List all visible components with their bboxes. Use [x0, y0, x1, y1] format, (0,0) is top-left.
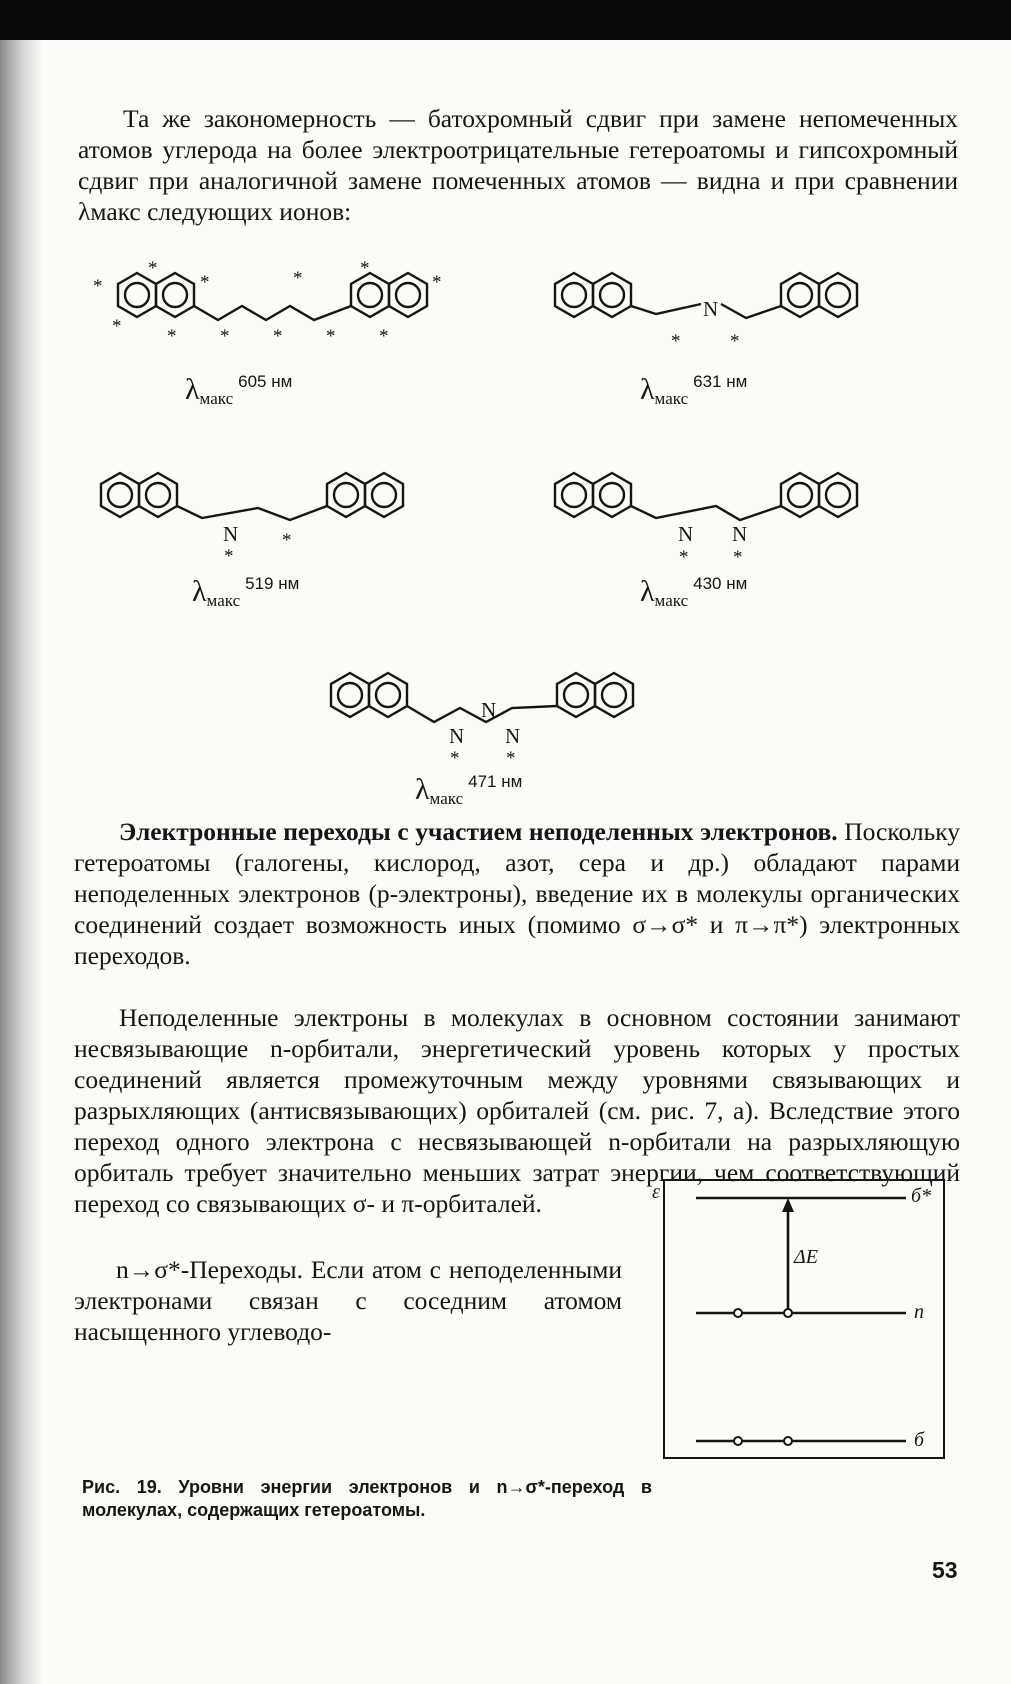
sigma-star-label: б* — [911, 1185, 932, 1207]
n-label: n — [914, 1301, 924, 1323]
svg-text:*: * — [432, 272, 442, 293]
top-edge — [0, 0, 1011, 40]
lambda-label-2: $\lambda_{макс}$ $^{631 нм}$ — [640, 372, 748, 408]
lambda-label-3: $\lambda_{макс}$ $^{519 нм}$ — [192, 574, 300, 610]
svg-text:N: N — [449, 724, 465, 748]
svg-text:*: * — [273, 326, 283, 347]
structure-5 — [322, 662, 672, 780]
svg-text:*: * — [293, 268, 303, 289]
svg-text:*: * — [112, 316, 122, 337]
section-heading: Электронные переходы с участием неподеленных электронов. — [119, 817, 838, 846]
paragraph-3-text: Если атом с неподеленными электронами связан с соседним атомом насыщенного углеводо- — [74, 1255, 623, 1346]
svg-text:N: N — [732, 522, 748, 546]
svg-text:*: * — [679, 547, 689, 568]
lambda-value-2: 631 нм — [693, 372, 748, 391]
svg-text:*: * — [450, 748, 460, 769]
svg-text:N: N — [703, 297, 719, 321]
section-text: Поскольку гетероатомы (галогены, кислород, азот, сера и др.) обладают парами неподеленных электронов (p-электроны), введение их в молекулы органических соединений создает возможность иных (помимо σ→σ* и π→π*) электронных переходов. — [74, 817, 960, 970]
svg-text:*: * — [282, 530, 292, 551]
svg-text:N: N — [505, 724, 521, 748]
svg-text:*: * — [326, 326, 336, 347]
delta-e-label: ΔE — [794, 1246, 818, 1268]
svg-text:*: * — [733, 547, 743, 568]
axis-label: ε — [652, 1181, 660, 1203]
lambda-value-4: 430 нм — [693, 574, 748, 593]
svg-text:*: * — [360, 258, 370, 279]
lambda-label-4: $\lambda_{макс}$ $^{430 нм}$ — [640, 574, 748, 610]
lambda-value-1: 605 нм — [238, 372, 293, 391]
svg-text:*: * — [379, 326, 389, 347]
lambda-label-1: $\lambda_{макс}$ $^{605 нм}$ — [185, 372, 293, 408]
svg-text:N: N — [223, 522, 239, 546]
figure-caption: Рис. 19. Уровни энергии электронов и n→σ*-переход в молекулах, содержащих гетероатомы. — [82, 1477, 652, 1520]
intro-paragraph: Та же закономерность — батохромный сдвиг при замене непомеченных атомов углерода на более электроотрицательные гетероатомы и гипсохромный сдвиг при аналогичной замене помеченных атомов — видна и при сравнении λмакс следующих ионов: — [78, 104, 958, 226]
lambda-label-5: $\lambda_{макс}$ $^{471 нм}$ — [415, 772, 523, 808]
svg-text:*: * — [671, 331, 681, 352]
svg-text:*: * — [93, 276, 103, 297]
svg-text:*: * — [730, 331, 740, 352]
lambda-value-5: 471 нм — [468, 772, 523, 791]
svg-text:*: * — [167, 326, 177, 347]
paragraph-3 — [74, 1254, 622, 1347]
svg-text:N: N — [678, 522, 694, 546]
lambda-value-3: 519 нм — [245, 574, 300, 593]
structure-4 — [546, 462, 886, 574]
sigma-label: б — [914, 1429, 925, 1451]
page-edge-shadow — [0, 40, 44, 1684]
paragraph-3-heading: n→σ*-Переходы. — [116, 1255, 303, 1284]
svg-text:*: * — [200, 272, 210, 293]
page-number: 53 — [932, 1557, 958, 1583]
structure-1 — [92, 258, 472, 380]
svg-text:*: * — [224, 546, 234, 567]
section-paragraph — [74, 816, 960, 971]
paragraph-2: Неподеленные электроны в молекулах в основном состоянии занимают несвязывающие n-орбитали, энергетический уровень которых у простых соединений является промежуточным между уровнями связывающих и разрыхляющих (антисвязывающих) орбиталей (см. рис. 7, а). Вследствие этого переход одного электрона с несвязывающей n-орбитали на разрыхляющую орбиталь требует значительно меньших затрат энергии, чем соответствующий переход со связывающих σ- и π-орбиталей. — [74, 1003, 960, 1218]
svg-text:*: * — [220, 326, 230, 347]
energy-level-diagram — [652, 1172, 956, 1462]
svg-text:*: * — [506, 748, 516, 769]
structure-2 — [546, 262, 886, 354]
structure-3 — [90, 462, 430, 574]
svg-text:*: * — [148, 258, 158, 279]
svg-text:N: N — [481, 698, 497, 722]
